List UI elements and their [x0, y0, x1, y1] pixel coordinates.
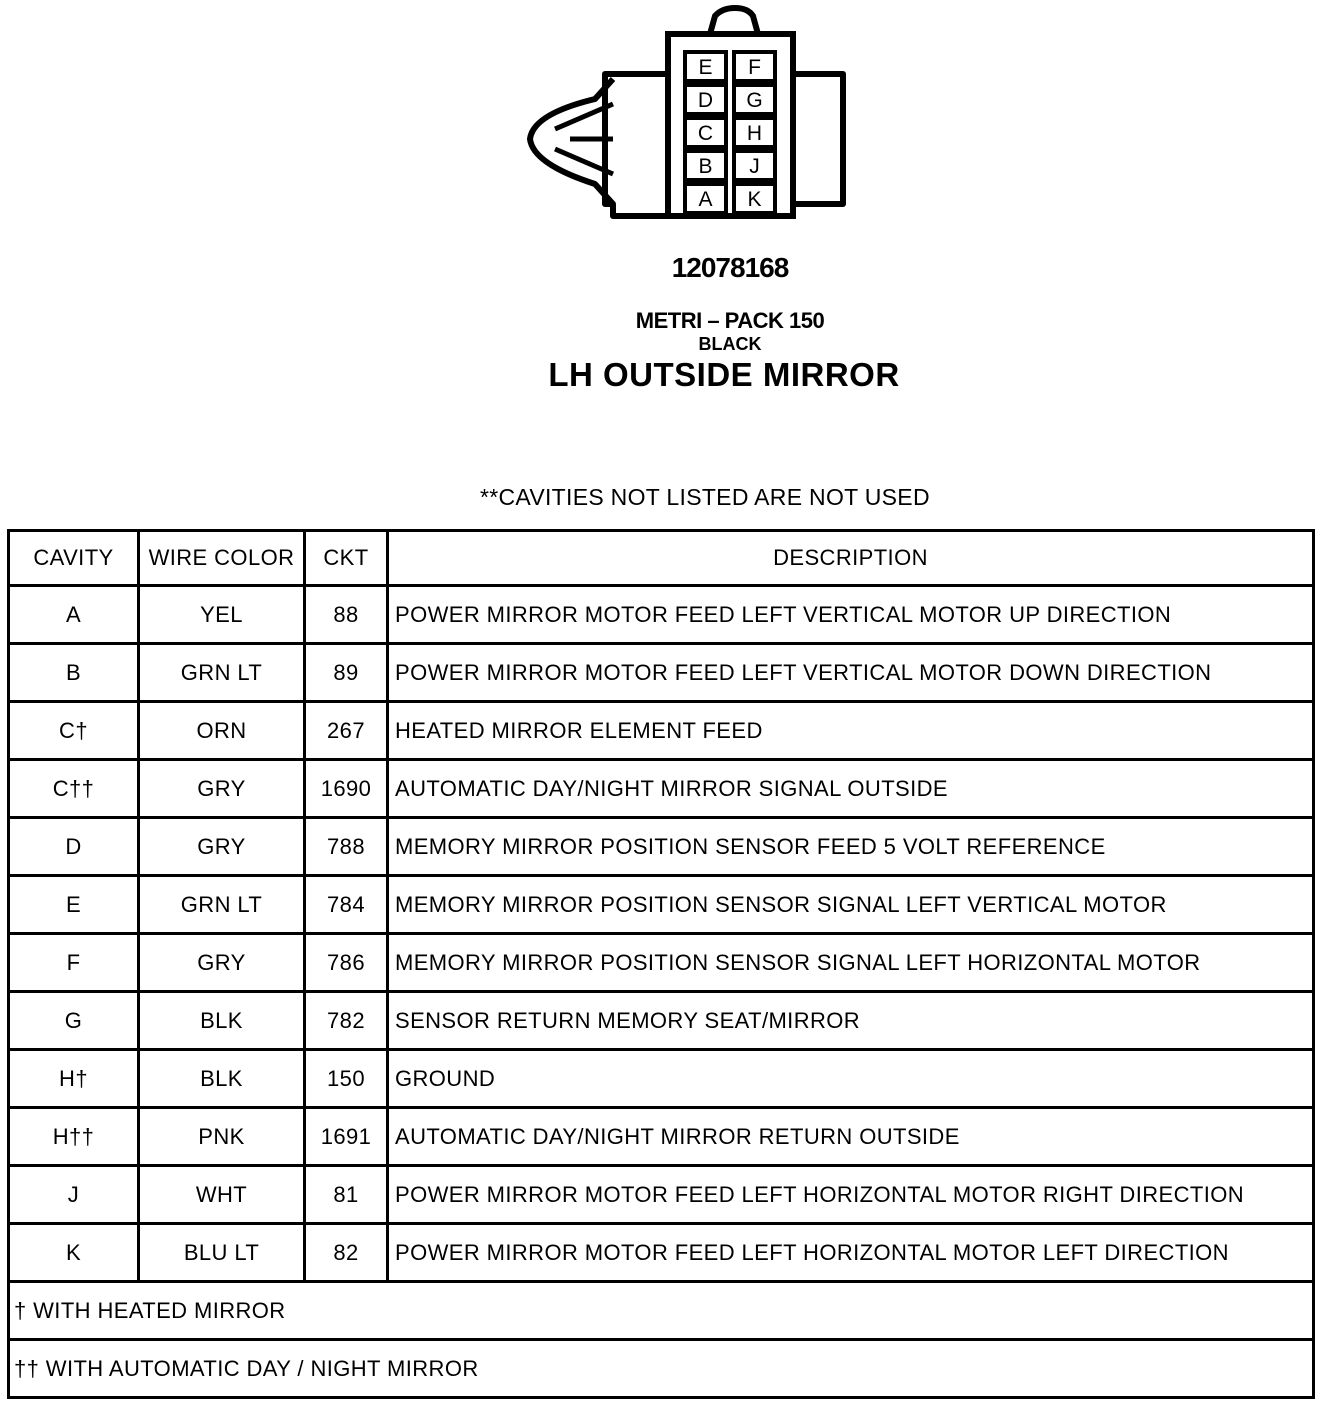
table-row: [9, 818, 1314, 876]
cell-wire-color: WHT: [139, 1166, 305, 1224]
cavity-label-f: F: [748, 56, 761, 79]
cell-cavity: H††: [9, 1108, 139, 1166]
cell-description: MEMORY MIRROR POSITION SENSOR FEED 5 VOLT REFERENCE: [388, 818, 1314, 876]
cell-ckt: 784: [305, 876, 388, 934]
cell-cavity: B: [9, 644, 139, 702]
cell-wire-color: YEL: [139, 586, 305, 644]
header-ckt: CKT: [305, 531, 388, 586]
connector-family: METRI – PACK 150: [635, 308, 825, 333]
cell-description: POWER MIRROR MOTOR FEED LEFT VERTICAL MOTOR UP DIRECTION: [388, 586, 1314, 644]
header-cavity: CAVITY: [9, 531, 139, 586]
cell-ckt: 786: [305, 934, 388, 992]
table-row: [9, 1224, 1314, 1282]
cell-ckt: 1690: [305, 760, 388, 818]
cell-cavity: D: [9, 818, 139, 876]
cell-wire-color: GRN LT: [139, 644, 305, 702]
cavity-label-j: J: [749, 155, 760, 178]
footnote-row: [9, 1340, 1314, 1398]
unused-cavities-note: **CAVITIES NOT LISTED ARE NOT USED: [480, 484, 930, 510]
cell-cavity: C†: [9, 702, 139, 760]
cell-cavity: F: [9, 934, 139, 992]
cell-description: POWER MIRROR MOTOR FEED LEFT HORIZONTAL MOTOR RIGHT DIRECTION: [388, 1166, 1314, 1224]
cell-description: POWER MIRROR MOTOR FEED LEFT VERTICAL MOTOR DOWN DIRECTION: [388, 644, 1314, 702]
cell-ckt: 82: [305, 1224, 388, 1282]
table-row: [9, 644, 1314, 702]
table-row: [9, 760, 1314, 818]
cavity-label-a: A: [698, 188, 713, 211]
table-row: [9, 934, 1314, 992]
footnote-text: †† WITH AUTOMATIC DAY / NIGHT MIRROR: [9, 1340, 1314, 1398]
cell-description: AUTOMATIC DAY/NIGHT MIRROR RETURN OUTSIDE: [388, 1108, 1314, 1166]
pinout-table: [7, 529, 1315, 1399]
cavity-label-g: G: [746, 89, 763, 112]
cell-ckt: 150: [305, 1050, 388, 1108]
cell-cavity: E: [9, 876, 139, 934]
table-row: [9, 586, 1314, 644]
table-header-row: [9, 531, 1314, 586]
cell-wire-color: BLK: [139, 1050, 305, 1108]
cell-description: MEMORY MIRROR POSITION SENSOR SIGNAL LEFT VERTICAL MOTOR: [388, 876, 1314, 934]
table-row: [9, 1166, 1314, 1224]
table-row: [9, 702, 1314, 760]
connector-color: BLACK: [698, 334, 762, 354]
cell-cavity: H†: [9, 1050, 139, 1108]
cell-wire-color: GRY: [139, 818, 305, 876]
right-cavity-column: [734, 52, 775, 213]
cell-ckt: 89: [305, 644, 388, 702]
cell-wire-color: PNK: [139, 1108, 305, 1166]
footnote-text: † WITH HEATED MIRROR: [9, 1282, 1314, 1340]
cavity-label-h: H: [746, 122, 763, 145]
cell-description: POWER MIRROR MOTOR FEED LEFT HORIZONTAL MOTOR LEFT DIRECTION: [388, 1224, 1314, 1282]
cell-wire-color: GRY: [139, 760, 305, 818]
left-cavity-column: [685, 52, 726, 213]
cell-wire-color: GRN LT: [139, 876, 305, 934]
cell-ckt: 81: [305, 1166, 388, 1224]
cell-cavity: G: [9, 992, 139, 1050]
cell-wire-color: BLU LT: [139, 1224, 305, 1282]
cell-wire-color: ORN: [139, 702, 305, 760]
cell-ckt: 88: [305, 586, 388, 644]
cell-description: SENSOR RETURN MEMORY SEAT/MIRROR: [388, 992, 1314, 1050]
connector-face-diagram: [525, 4, 855, 224]
cell-cavity: A: [9, 586, 139, 644]
connector-name: LH OUTSIDE MIRROR: [548, 356, 900, 393]
cavity-label-k: K: [747, 188, 762, 211]
cavity-label-c: C: [697, 122, 714, 145]
cell-description: GROUND: [388, 1050, 1314, 1108]
cell-description: MEMORY MIRROR POSITION SENSOR SIGNAL LEFT HORIZONTAL MOTOR: [388, 934, 1314, 992]
cell-description: HEATED MIRROR ELEMENT FEED: [388, 702, 1314, 760]
cell-cavity: J: [9, 1166, 139, 1224]
cavity-label-b: B: [698, 155, 713, 178]
cell-description: AUTOMATIC DAY/NIGHT MIRROR SIGNAL OUTSIDE: [388, 760, 1314, 818]
cell-ckt: 1691: [305, 1108, 388, 1166]
cell-cavity: K: [9, 1224, 139, 1282]
table-row: [9, 1108, 1314, 1166]
header-description: DESCRIPTION: [388, 531, 1314, 586]
part-number: 12078168: [671, 252, 789, 283]
header-wire-color: WIRE COLOR: [139, 531, 305, 586]
cell-wire-color: BLK: [139, 992, 305, 1050]
table-row: [9, 992, 1314, 1050]
footnote-row: [9, 1282, 1314, 1340]
cell-ckt: 267: [305, 702, 388, 760]
table-row: [9, 876, 1314, 934]
cell-wire-color: GRY: [139, 934, 305, 992]
cell-cavity: C††: [9, 760, 139, 818]
table-row: [9, 1050, 1314, 1108]
cavity-label-e: E: [698, 56, 713, 79]
cell-ckt: 788: [305, 818, 388, 876]
cavity-label-d: D: [697, 89, 714, 112]
cell-ckt: 782: [305, 992, 388, 1050]
